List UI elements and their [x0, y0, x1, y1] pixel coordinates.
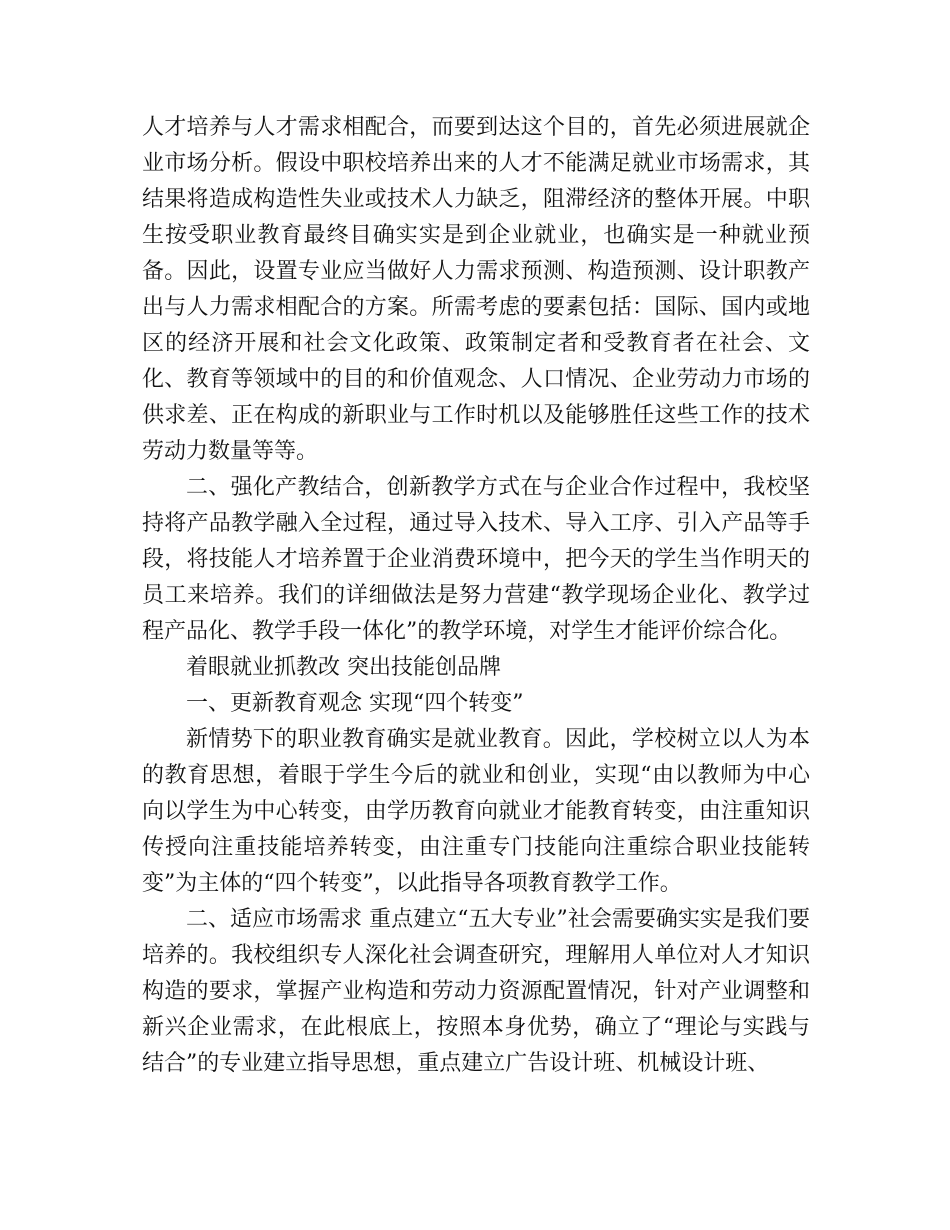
paragraph-section-2: 二、强化产教结合，创新教学方式在与企业合作过程中，我校坚持将产品教学融入全过程，通过导入技术、导入工序、引入产品等手段，将技能人才培养置于企业消费环境中，把今天的学生当作明天的员工来培养。我们的详细做法是努力营建“教学现场企业化、教学过程产品化、教学手段一体化”的教学环境，对学生才能评价综合化。: [142, 475, 810, 644]
subsection-title-1: 一、更新教育观念 实现“四个转变”: [186, 691, 524, 716]
paragraph-continued: 人才培养与人才需求相配合，而要到达这个目的，首先必须进展就企业市场分析。假设中职校培养出来的人才不能满足就业市场需求，其结果将造成构造性失业或技术人力缺乏，阻滞经济的整体开展。中职生按受职业教育最终目确实实是到企业就业，也确实是一种就业预备。因此，设置专业应当做好人力需求预测、构造预测、设计职教产出与人力需求相配合的方案。所需考虑的要素包括：国际、国内或地区的经济开展和社会文化政策、政策制定者和受教育者在社会、文化、教育等领域中的目的和价值观念、人口情况、企业劳动力市场的供求差、正在构成的新职业与工作时机以及能够胜任这些工作的技术劳动力数量等等。: [142, 115, 810, 464]
document-body: [142, 110, 810, 1082]
paragraph-subsection-2: 二、适应市场需求 重点建立“五大专业”社会需要确实实是我们要培养的。我校组织专人深化社会调查研究，理解用人单位对人才知识构造的要求，掌握产业构造和劳动力资源配置情况，针对产业调整和新兴企业需求，在此根底上，按照本身优势，确立了“理论与实践与结合”的专业建立指导思想，重点建立广告设计班、机械设计班、: [142, 907, 810, 1076]
paragraph-subsection-1: 新情势下的职业教育确实是就业教育。因此，学校树立以人为本的教育思想，着眼于学生今后的就业和创业，实现“由以教师为中心向以学生为中心转变，由学历教育向就业才能教育转变，由注重知识传授向注重技能培养转变，由注重专门技能向注重综合职业技能转变”为主体的“四个转变”，以此指导各项教育教学工作。: [142, 727, 810, 896]
section-title: 着眼就业抓教改 突出技能创品牌: [186, 655, 501, 680]
